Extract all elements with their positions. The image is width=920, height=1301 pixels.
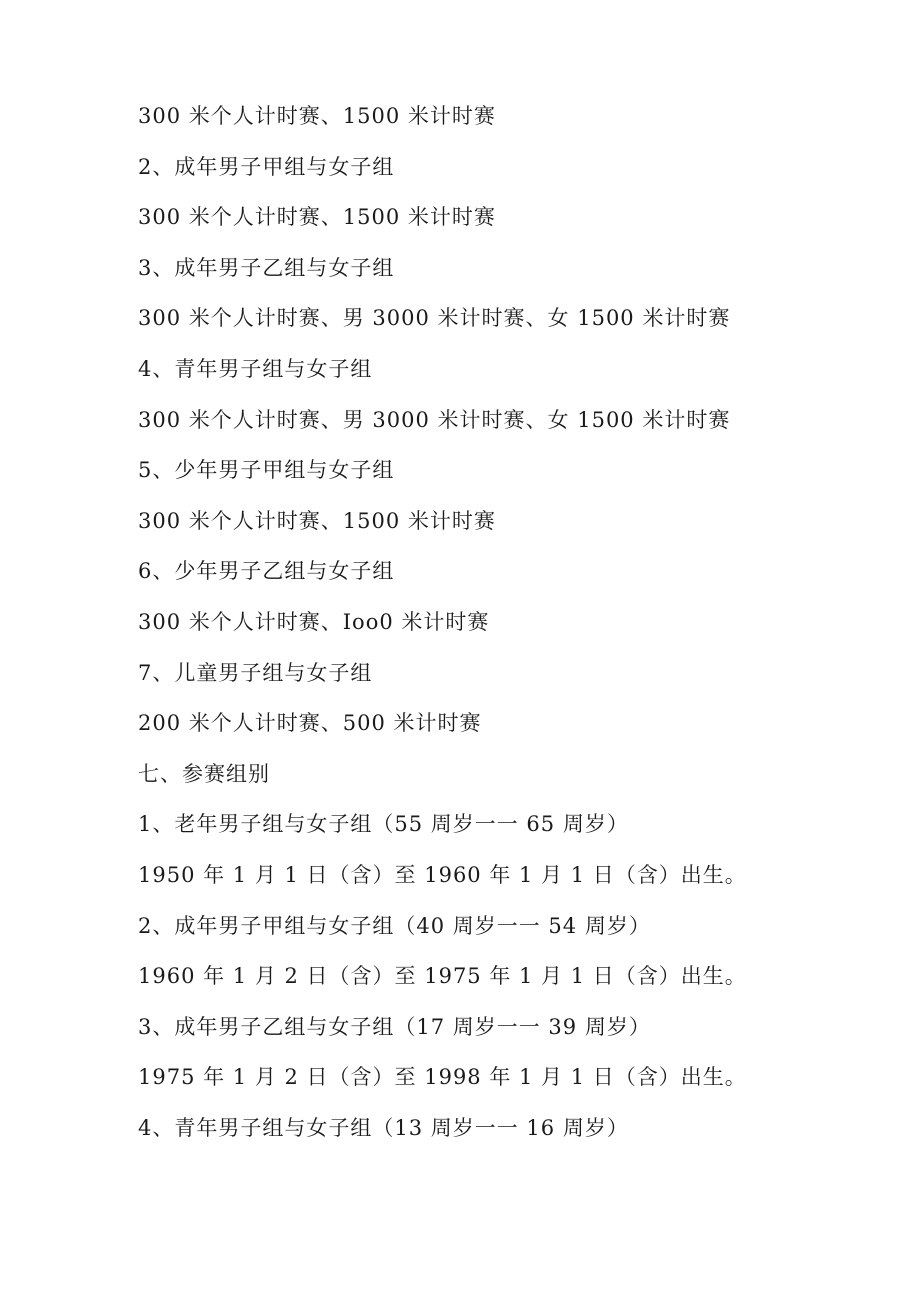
group-heading-adult-men-a: 2、成年男子甲组与女子组 bbox=[138, 154, 395, 179]
group-heading-junior-b: 6、少年男子乙组与女子组 bbox=[138, 559, 395, 584]
event-line-group5: 300 米个人计时赛、1500 米计时赛 bbox=[138, 508, 496, 533]
event-line-group1: 300 米个人计时赛、1500 米计时赛 bbox=[138, 104, 496, 128]
group-heading-adult-men-b: 3、成年男子乙组与女子组 bbox=[138, 255, 395, 280]
age-group-adult-a: 2、成年男子甲组与女子组（40 周岁一一 54 周岁） bbox=[138, 913, 651, 938]
age-group-adult-b: 3、成年男子乙组与女子组（17 周岁一一 39 周岁） bbox=[138, 1014, 651, 1039]
event-line-group2: 300 米个人计时赛、1500 米计时赛 bbox=[138, 205, 496, 230]
birth-range-adult-b: 1975 年 1 月 2 日（含）至 1998 年 1 月 1 日（含）出生。 bbox=[138, 1065, 747, 1090]
group-heading-youth: 4、青年男子组与女子组 bbox=[138, 356, 373, 381]
birth-range-adult-a: 1960 年 1 月 2 日（含）至 1975 年 1 月 1 日（含）出生。 bbox=[138, 964, 747, 989]
event-line-group4: 300 米个人计时赛、男 3000 米计时赛、女 1500 米计时赛 bbox=[138, 407, 731, 432]
event-line-group6: 300 米个人计时赛、Ioo0 米计时赛 bbox=[138, 609, 490, 634]
group-heading-junior-a: 5、少年男子甲组与女子组 bbox=[138, 458, 395, 483]
section-heading-age-groups: 七、参赛组别 bbox=[138, 761, 270, 786]
group-heading-children: 7、儿童男子组与女子组 bbox=[138, 660, 373, 685]
birth-range-senior: 1950 年 1 月 1 日（含）至 1960 年 1 月 1 日（含）出生。 bbox=[138, 862, 747, 887]
age-group-senior: 1、老年男子组与女子组（55 周岁一一 65 周岁） bbox=[138, 812, 629, 837]
event-line-group7: 200 米个人计时赛、500 米计时赛 bbox=[138, 711, 482, 736]
event-line-group3: 300 米个人计时赛、男 3000 米计时赛、女 1500 米计时赛 bbox=[138, 306, 731, 331]
document-body bbox=[138, 100, 878, 1162]
age-group-youth: 4、青年男子组与女子组（13 周岁一一 16 周岁） bbox=[138, 1115, 629, 1140]
